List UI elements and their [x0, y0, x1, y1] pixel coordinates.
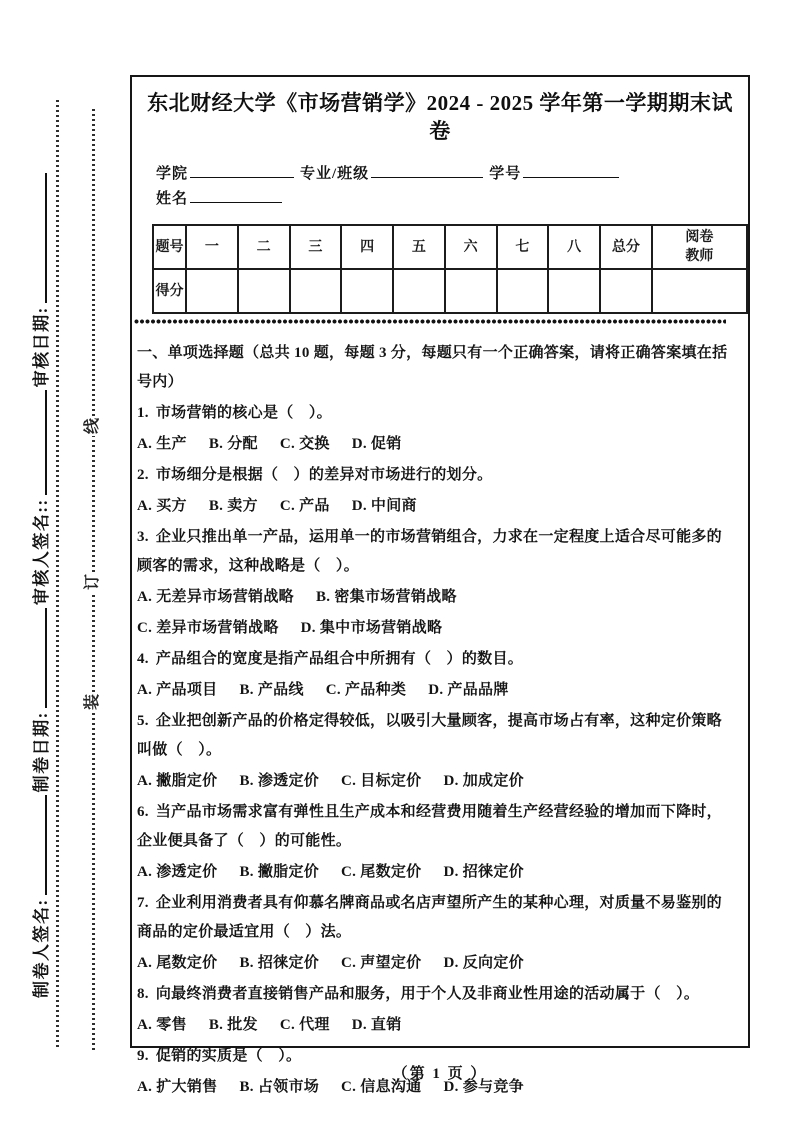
score-empty-cell: [445, 269, 497, 313]
score-empty-cell: [290, 269, 342, 313]
option-item: C. 产品种类: [325, 682, 407, 698]
option-item: A. 生产: [137, 436, 187, 452]
question-number: 1.: [137, 405, 149, 421]
question-number: 2.: [137, 467, 149, 483]
question-body: 市场细分是根据（ ）的差异对市场进行的划分。: [155, 467, 493, 483]
binding-dotted-line-right: [82, 108, 104, 1050]
score-table-header-cell: 题号: [153, 225, 186, 269]
score-row: [153, 269, 747, 313]
student-field-label: 专业/班级: [300, 166, 370, 182]
question-body: 市场营销的核心是（ ）。: [155, 405, 332, 421]
student-field-label: 学院: [156, 166, 189, 182]
questions-area: [132, 324, 748, 1102]
option-item: A. 扩大销售: [137, 1079, 218, 1095]
option-item: D. 中间商: [351, 498, 417, 514]
option-item: C. 代理: [279, 1017, 330, 1033]
question-body: 向最终消费者直接销售产品和服务，用于个人及非商业性用途的活动属于（ ）。: [155, 986, 700, 1002]
score-table-header-cell: [652, 225, 747, 269]
question-block: [137, 889, 736, 978]
option-item: A. 渗透定价: [137, 864, 218, 880]
question-number: 6.: [137, 804, 149, 820]
option-line: [137, 614, 736, 643]
student-field-label: 姓名: [156, 191, 189, 207]
question-number: 3.: [137, 529, 149, 545]
option-item: D. 加成定价: [443, 773, 524, 789]
option-item: D. 参与竞争: [443, 1079, 524, 1095]
grader-cell-text: 阅卷教师: [685, 230, 714, 264]
question-body: 产品组合的宽度是指产品组合中所拥有（ ）的数目。: [155, 651, 524, 667]
score-empty-cell: [341, 269, 393, 313]
option-item: A. 撇脂定价: [137, 773, 218, 789]
student-field: [300, 166, 489, 182]
question-number: 4.: [137, 651, 149, 667]
option-item: B. 招徕定价: [239, 955, 320, 971]
option-item: C. 信息沟通: [341, 1079, 422, 1095]
question-block: [137, 399, 736, 459]
option-item: B. 撇脂定价: [239, 864, 320, 880]
option-line: [137, 767, 736, 796]
binding-dot-segment: [92, 108, 95, 416]
option-item: C. 产品: [279, 498, 330, 514]
question-block: [137, 980, 736, 1040]
option-item: D. 促销: [351, 436, 402, 452]
question-body: 企业只推出单一产品，运用单一的市场营销组合，力求在一定程度上适合尽可能多的顾客的需求，这种战略是（ ）。: [137, 529, 722, 574]
score-empty-cell: [548, 269, 600, 313]
option-item: B. 渗透定价: [239, 773, 320, 789]
score-table-header-cell: 四: [341, 225, 393, 269]
option-item: D. 招徕定价: [443, 864, 524, 880]
score-empty-cell: [600, 269, 652, 313]
option-item: A. 买方: [137, 498, 187, 514]
binding-label: 制卷日期:: [32, 711, 51, 793]
question-block: [137, 461, 736, 521]
question-text: [137, 523, 736, 581]
option-line: [137, 583, 736, 612]
question-text: [137, 798, 736, 856]
option-line: [137, 492, 736, 521]
question-text: [137, 889, 736, 947]
question-text: [137, 461, 736, 490]
score-empty-cell: [393, 269, 445, 313]
option-item: C. 声望定价: [341, 955, 422, 971]
score-table-header-cell: 一: [186, 225, 238, 269]
binding-blank-line: [26, 390, 47, 495]
score-table-header-cell: 七: [497, 225, 549, 269]
score-empty-cell: [238, 269, 290, 313]
score-table: [152, 224, 748, 314]
student-field-blank-line: [371, 160, 483, 178]
score-empty-cell: [186, 269, 238, 313]
question-text: [137, 707, 736, 765]
binding-line-char: 线: [84, 417, 101, 434]
binding-margin-labels: [26, 172, 52, 1050]
page-footer: （第 1 页 ）: [392, 1066, 488, 1082]
score-table-header-cell: 五: [393, 225, 445, 269]
question-block: [137, 798, 736, 887]
binding-blank-line: [26, 608, 47, 708]
score-table-header-cell: 三: [290, 225, 342, 269]
question-block: [137, 707, 736, 796]
option-item: D. 集中市场营销战略: [300, 620, 443, 636]
binding-dot-segment: [92, 592, 95, 692]
option-item: B. 密集市场营销战略: [315, 589, 457, 605]
option-item: A. 尾数定价: [137, 955, 218, 971]
student-field: [156, 191, 288, 207]
option-item: C. 差异市场营销战略: [137, 620, 279, 636]
question-text: [137, 399, 736, 428]
binding-dot-segment: [92, 436, 95, 572]
score-table-header-cell: 六: [445, 225, 497, 269]
section-heading: 一、单项选择题（总共 10 题，每题 3 分，每题只有一个正确答案，请将正确答案填在括号内）: [137, 345, 728, 390]
binding-blank-line: [26, 173, 47, 303]
option-item: B. 卖方: [208, 498, 258, 514]
option-item: D. 直销: [351, 1017, 402, 1033]
student-field-blank-line: [190, 160, 294, 178]
student-field-blank-line: [523, 160, 619, 178]
question-text: [137, 980, 736, 1009]
option-item: D. 产品品牌: [428, 682, 509, 698]
student-field-blank-line: [190, 185, 282, 203]
option-item: A. 无差异市场营销战略: [137, 589, 294, 605]
question-body: 企业把创新产品的价格定得较低，以吸引大量顾客，提高市场占有率，这种定价策略叫做（ ）。: [137, 713, 722, 758]
option-line: [137, 676, 736, 705]
binding-label: 审核日期:: [32, 306, 51, 388]
question-text: [137, 645, 736, 674]
score-empty-cell: [652, 269, 747, 313]
option-item: C. 尾数定价: [341, 864, 422, 880]
option-item: B. 产品线: [239, 682, 304, 698]
option-item: B. 占领市场: [239, 1079, 320, 1095]
paper-title: 东北财经大学《市场营销学》2024 - 2025 学年第一学期期末试卷: [147, 91, 733, 143]
option-item: C. 交换: [279, 436, 330, 452]
score-table-header-cell: 总分: [600, 225, 652, 269]
option-line: [137, 430, 736, 459]
student-field: [156, 166, 300, 182]
option-line: [137, 1011, 736, 1040]
question-number: 7.: [137, 895, 149, 911]
question-body: 促销的实质是（ ）。: [155, 1048, 302, 1064]
binding-line-char: 装: [84, 693, 101, 710]
option-item: A. 产品项目: [137, 682, 218, 698]
binding-label: 制卷人签名:: [32, 898, 51, 998]
question-body: 企业利用消费者具有仰慕名牌商品或名店声望所产生的某种心理，对质量不易鉴别的商品的定价最适宜用（ ）法。: [137, 895, 722, 940]
binding-blank-line: [26, 795, 47, 895]
question-number: 5.: [137, 713, 149, 729]
binding-label: 审核人签名::: [32, 498, 51, 606]
option-item: A. 零售: [137, 1017, 187, 1033]
binding-dot-segment: [92, 712, 95, 1050]
question-block: [137, 523, 736, 643]
score-table-header-cell: 二: [238, 225, 290, 269]
option-item: D. 反向定价: [443, 955, 524, 971]
score-row-label: 得分: [153, 269, 186, 313]
score-table-header-row: [153, 225, 747, 269]
binding-dotted-line-left: [56, 100, 59, 1050]
student-field: [489, 166, 625, 182]
score-table-header-cell: 八: [548, 225, 600, 269]
option-line: [137, 949, 736, 978]
option-item: B. 分配: [208, 436, 258, 452]
question-body: 当产品市场需求富有弹性且生产成本和经营费用随着生产经营经验的增加而下降时，企业便具备了（ ）的可能性。: [137, 804, 722, 849]
option-item: C. 目标定价: [341, 773, 422, 789]
question-number: 8.: [137, 986, 149, 1002]
question-number: 9.: [137, 1048, 149, 1064]
student-info-row: [156, 160, 748, 210]
student-field-label: 学号: [489, 166, 522, 182]
question-block: [137, 645, 736, 705]
question-list: [137, 399, 736, 1102]
option-line: [137, 858, 736, 887]
binding-line-char: 订: [84, 573, 101, 590]
option-item: B. 批发: [208, 1017, 258, 1033]
score-empty-cell: [497, 269, 549, 313]
